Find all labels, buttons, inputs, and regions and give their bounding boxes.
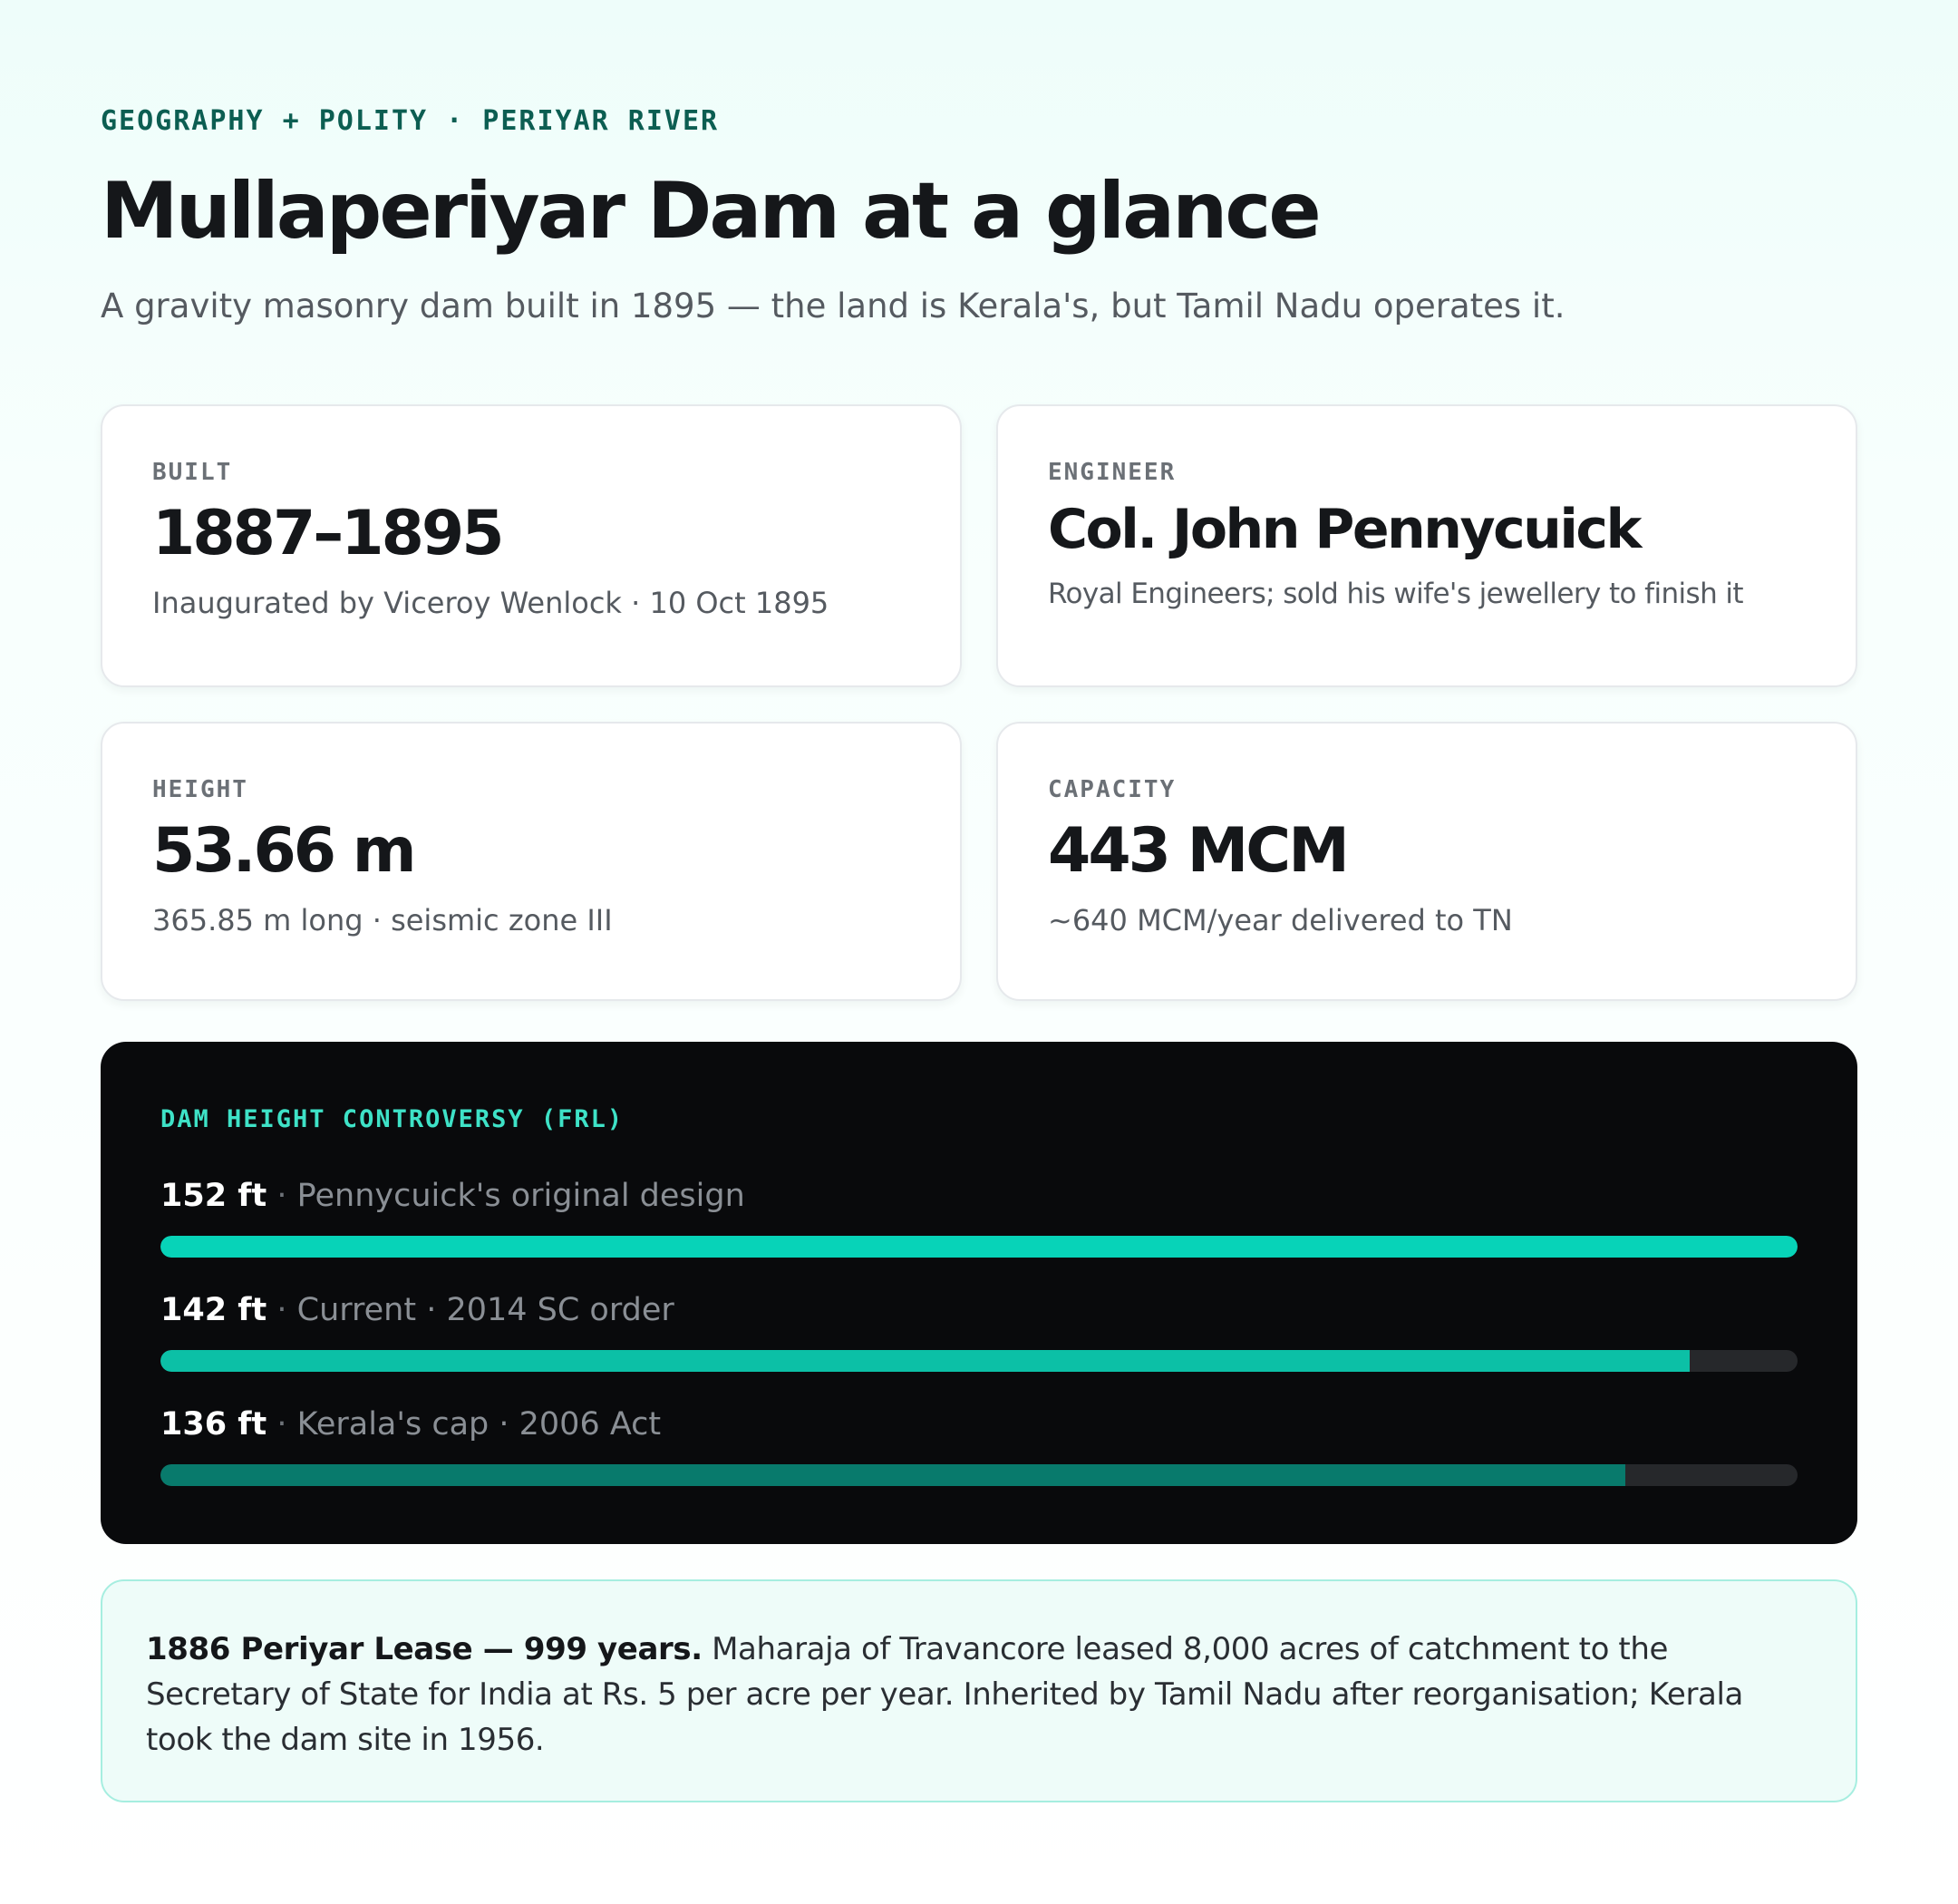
bar-description: Pennycuick's original design — [296, 1178, 745, 1214]
bar-separator: · — [276, 1178, 287, 1214]
page-title: Mullaperiyar Dam at a glance — [101, 166, 1319, 257]
bar-row-kerala-cap — [160, 1406, 1798, 1486]
height-controversy-panel — [101, 1042, 1857, 1544]
bar-track — [160, 1236, 1798, 1258]
card-value: 443 MCM — [1048, 815, 1347, 887]
bar-value-label: 142 ft — [160, 1292, 267, 1328]
bar-row-current — [160, 1292, 1798, 1372]
bar-label — [160, 1292, 1798, 1328]
lease-body: Maharaja of Travancore leased 8,000 acres of catchment to the Secretary of State for India at Rs. 5 per acre per year. Inherited by Tamil Nadu after reorganisation; Kerala took the dam site in 1956. — [146, 1631, 1743, 1758]
bar-track — [160, 1350, 1798, 1372]
card-height — [101, 722, 962, 1001]
bar-fill — [160, 1464, 1625, 1486]
bar-value-label: 152 ft — [160, 1178, 267, 1214]
eyebrow: GEOGRAPHY + POLITY · PERIYAR RIVER — [101, 105, 720, 137]
card-built — [101, 404, 962, 687]
card-note: Inaugurated by Viceroy Wenlock · 10 Oct 1895 — [152, 586, 829, 621]
bar-description: Current · 2014 SC order — [296, 1292, 674, 1328]
bar-label — [160, 1178, 1798, 1214]
lease-lead: 1886 Periyar Lease — 999 years. — [146, 1631, 703, 1667]
card-label: ENGINEER — [1048, 459, 1177, 486]
lease-note — [101, 1579, 1857, 1802]
panel-title: DAM HEIGHT CONTROVERSY (FRL) — [160, 1105, 625, 1133]
card-label: HEIGHT — [152, 776, 248, 803]
card-label: CAPACITY — [1048, 776, 1177, 803]
page-subtitle: A gravity masonry dam built in 1895 — the land is Kerala's, but Tamil Nadu operates it. — [101, 287, 1565, 325]
card-note: ~640 MCM/year delivered to TN — [1048, 903, 1513, 938]
bar-description: Kerala's cap · 2006 Act — [296, 1406, 662, 1443]
card-value: 53.66 m — [152, 815, 414, 887]
card-note: Royal Engineers; sold his wife's jewellery to finish it — [1048, 578, 1743, 610]
card-engineer — [996, 404, 1857, 687]
bar-separator: · — [276, 1292, 287, 1328]
bar-track — [160, 1464, 1798, 1486]
card-capacity — [996, 722, 1857, 1001]
bar-row-original-design — [160, 1178, 1798, 1258]
card-note: 365.85 m long · seismic zone III — [152, 903, 613, 938]
bar-label — [160, 1406, 1798, 1443]
bar-separator: · — [276, 1406, 287, 1443]
card-value: 1887–1895 — [152, 498, 502, 569]
card-value: Col. John Pennycuick — [1048, 498, 1640, 561]
bar-fill — [160, 1350, 1690, 1372]
bar-fill — [160, 1236, 1798, 1258]
bar-value-label: 136 ft — [160, 1406, 267, 1443]
card-label: BUILT — [152, 459, 233, 486]
